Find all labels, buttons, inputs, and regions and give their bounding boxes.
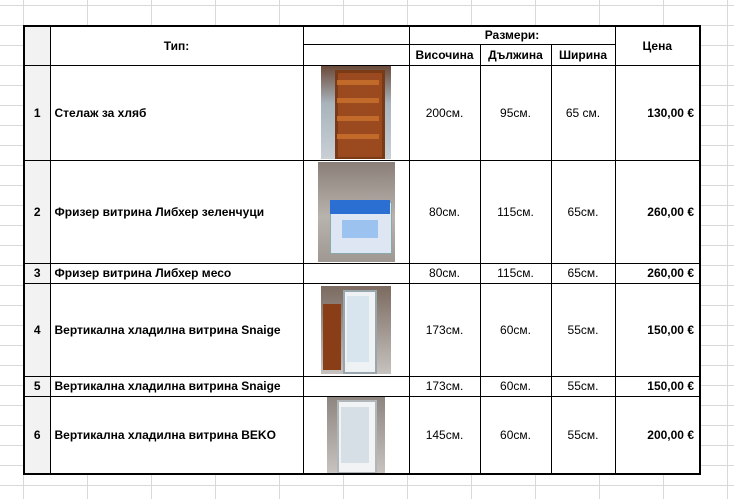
- width-value: 65см.: [551, 160, 615, 263]
- price-table: [23, 25, 701, 475]
- product-name: Фризер витрина Либхер месо: [50, 263, 303, 283]
- length-value: 60см.: [480, 283, 551, 376]
- length-value: 60см.: [480, 376, 551, 396]
- width-value: 55см.: [551, 376, 615, 396]
- length-value: 60см.: [480, 396, 551, 474]
- product-photo-cell: [303, 263, 409, 283]
- length-value: 115см.: [480, 263, 551, 283]
- row-number: 1: [24, 65, 50, 160]
- height-value: 80см.: [409, 263, 480, 283]
- price-value: 260,00 €: [615, 160, 700, 263]
- width-value: 55см.: [551, 283, 615, 376]
- product-photo-cell: [303, 376, 409, 396]
- product-name: Фризер витрина Либхер зеленчуци: [50, 160, 303, 263]
- length-value: 115см.: [480, 160, 551, 263]
- length-header: Дължина: [480, 44, 551, 65]
- product-photo-cell: [303, 160, 409, 263]
- price-value: 130,00 €: [615, 65, 700, 160]
- product-photo-cell: [303, 396, 409, 474]
- product-photo-cell: [303, 283, 409, 376]
- height-value: 80см.: [409, 160, 480, 263]
- row-number: 5: [24, 376, 50, 396]
- price-header: Цена: [615, 26, 700, 65]
- photo-subheader: [303, 44, 409, 65]
- table-row: [24, 396, 700, 474]
- product-name: Вертикална хладилна витрина BEKO: [50, 396, 303, 474]
- width-value: 65см.: [551, 263, 615, 283]
- dimensions-header: Размери:: [409, 26, 615, 44]
- row-number: 4: [24, 283, 50, 376]
- price-value: 200,00 €: [615, 396, 700, 474]
- product-name: Вертикална хладилна витрина Snaige: [50, 376, 303, 396]
- height-value: 200см.: [409, 65, 480, 160]
- row-number: 6: [24, 396, 50, 474]
- row-number: 3: [24, 263, 50, 283]
- table-row: [24, 160, 700, 263]
- width-value: 55см.: [551, 396, 615, 474]
- length-value: 95см.: [480, 65, 551, 160]
- chest-freezer-photo: [318, 162, 395, 262]
- row-number-header: [24, 26, 50, 65]
- table-row: [24, 376, 700, 396]
- height-header: Височина: [409, 44, 480, 65]
- width-header: Ширина: [551, 44, 615, 65]
- row-number: 2: [24, 160, 50, 263]
- bread-rack-photo: [321, 66, 391, 159]
- type-header: Тип:: [50, 26, 303, 65]
- vertical-fridge-photo: [321, 286, 391, 374]
- product-name: Стелаж за хляб: [50, 65, 303, 160]
- beko-fridge-photo: [327, 397, 385, 473]
- photo-header: [303, 26, 409, 44]
- table-row: [24, 263, 700, 283]
- product-name: Вертикална хладилна витрина Snaige: [50, 283, 303, 376]
- height-value: 173см.: [409, 376, 480, 396]
- table-row: [24, 283, 700, 376]
- height-value: 173см.: [409, 283, 480, 376]
- table-row: [24, 65, 700, 160]
- height-value: 145см.: [409, 396, 480, 474]
- price-value: 150,00 €: [615, 283, 700, 376]
- price-value: 150,00 €: [615, 376, 700, 396]
- width-value: 65 см.: [551, 65, 615, 160]
- product-photo-cell: [303, 65, 409, 160]
- price-value: 260,00 €: [615, 263, 700, 283]
